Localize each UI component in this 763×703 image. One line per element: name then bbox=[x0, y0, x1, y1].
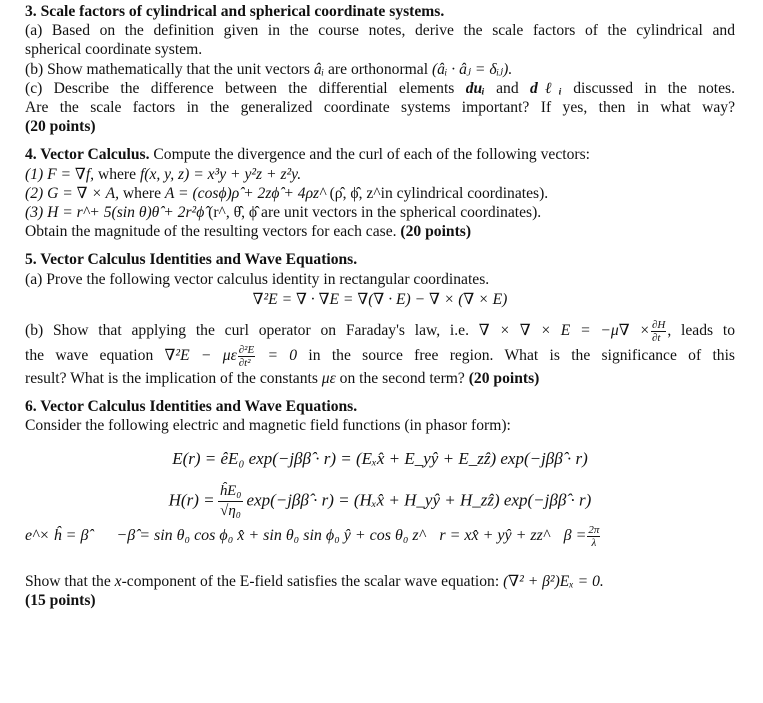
q3-b-orthonormal-relation: (âᵢ · âⱼ = δᵢⱼ). bbox=[431, 60, 513, 78]
q5-l2-fraction-den: ∂t² bbox=[238, 357, 251, 370]
q6-show-equation: (∇² + β²)Eₓ = 0. bbox=[503, 572, 604, 590]
q5-b-fraction-den: ∂t bbox=[651, 332, 661, 345]
question-4 bbox=[25, 145, 735, 241]
q4-item3-note: (r^, θ̂, ϕ̂ are unit vectors in the spherical coordinates). bbox=[204, 204, 542, 222]
q5-l3-text: result? What is the implication of the constants bbox=[25, 370, 322, 388]
q3-b-unit-vector: âᵢ bbox=[313, 60, 325, 78]
q6-show bbox=[25, 572, 735, 591]
q4-title: 4. Vector Calculus. bbox=[25, 146, 150, 164]
q5-b-fraction bbox=[651, 319, 666, 344]
q3-part-c-line1 bbox=[25, 79, 735, 98]
q4-item2-where: where bbox=[119, 184, 165, 202]
q3-part-b bbox=[25, 60, 735, 79]
q6-points: (15 points) bbox=[25, 592, 96, 610]
q4-item2-math: (2) G = ∇ × A, bbox=[25, 184, 120, 202]
q3-title: 3. Scale factors of cylindrical and spherical coordinate systems. bbox=[25, 3, 445, 20]
q6-intro: Consider the following electric and magnetic field functions (in phasor form): bbox=[25, 417, 511, 435]
q4-item1-eq: f(x, y, z) = x³y + y²z + z²y. bbox=[139, 165, 302, 183]
q3-c-text-pre: (c) Describe the difference between the differential elements bbox=[25, 79, 466, 97]
q6-rel-position: r = xx̂ + yŷ + zz^ bbox=[439, 527, 550, 545]
q3-c-du: duᵢ bbox=[465, 79, 485, 97]
q4-item1-where: where bbox=[94, 165, 140, 183]
q3-part-c-line2: Are the scale factors in the generalized coordinate systems important? If yes, then in what way? bbox=[25, 99, 735, 117]
q6-h-lhs: H(r) = bbox=[168, 490, 215, 510]
q4-intro: Compute the divergence and the curl of each of the following vectors: bbox=[149, 146, 590, 164]
q5-l2-zero: = 0 bbox=[256, 347, 298, 365]
q5-part-b-line1 bbox=[25, 319, 735, 344]
q6-rel-beta-hat: −β̂ = sin θ₀ cos ϕ₀ x̂ + sin θ₀ sin ϕ₀ ŷ + cos θ₀ z^ bbox=[116, 527, 426, 545]
q4-obtain-text: Obtain the magnitude of the resulting vectors for each case. bbox=[25, 223, 401, 241]
q6-h-field-equation bbox=[25, 482, 735, 521]
q5-part-a: (a) Prove the following vector calculus identity in rectangular coordinates. bbox=[25, 270, 490, 288]
q4-header bbox=[25, 145, 735, 164]
q5-b-text-pre: (b) Show that applying the curl operator on Faraday's law, i.e. bbox=[25, 322, 479, 340]
q6-h-fraction-den: √η₀ bbox=[220, 502, 241, 519]
q6-h-fraction bbox=[218, 482, 244, 521]
q5-l2-pre: the wave equation bbox=[25, 347, 165, 365]
q4-item2-note: (ρ̂, ϕ̂, z^in cylindrical coordinates). bbox=[325, 184, 549, 202]
q5-l2-wave: ∇²E − με bbox=[164, 347, 237, 365]
q3-part-a-line2: spherical coordinate system. bbox=[25, 41, 203, 59]
q5-part-b-line3 bbox=[25, 369, 735, 388]
q6-rel-beta-den: λ bbox=[591, 536, 597, 549]
question-3 bbox=[25, 2, 735, 136]
q5-l2-fraction bbox=[238, 344, 255, 369]
q3-part-a-line1: (a) Based on the definition given in the course notes, derive the scale factors of the cylindrical and bbox=[25, 22, 735, 40]
q6-title: 6. Vector Calculus Identities and Wave Equations. bbox=[25, 398, 358, 416]
q5-identity-equation: ∇²E = ∇ · ∇E = ∇(∇ · E) − ∇ × (∇ × E) bbox=[252, 290, 508, 308]
q4-item-3 bbox=[25, 203, 735, 222]
q5-b-text-post: , leads to bbox=[667, 322, 736, 340]
q4-item-1 bbox=[25, 165, 735, 184]
q3-c-dl: dℓᵢ bbox=[529, 79, 562, 97]
q6-show-pre: Show that the bbox=[25, 572, 115, 590]
q5-points: (20 points) bbox=[468, 370, 540, 388]
question-6 bbox=[25, 397, 735, 610]
q6-relations-row bbox=[25, 524, 735, 549]
q3-c-text-post: discussed in the notes. bbox=[561, 79, 735, 97]
q5-l2-fraction-num: ∂²E bbox=[238, 344, 255, 357]
q6-rel-cross: e^× ĥ = β̂ bbox=[25, 527, 89, 545]
q3-b-text-pre: (b) Show mathematically that the unit vectors bbox=[25, 60, 314, 78]
q5-b-fraction-num: ∂H bbox=[651, 319, 666, 332]
q4-item-2 bbox=[25, 184, 735, 203]
q5-title: 5. Vector Calculus Identities and Wave Equations. bbox=[25, 251, 358, 269]
q6-rel-beta-num: 2π bbox=[588, 523, 600, 536]
q4-item1-math: (1) F = ∇f, bbox=[25, 165, 95, 183]
q4-obtain bbox=[25, 222, 735, 241]
q5-l3-post: on the second term? bbox=[335, 370, 469, 388]
q5-part-b-line2 bbox=[25, 344, 735, 369]
q6-rel-beta-fraction bbox=[587, 524, 600, 549]
q6-h-fraction-num: ĥE₀ bbox=[218, 482, 244, 502]
q3-points: (20 points) bbox=[25, 118, 96, 136]
q3-b-text-mid: are orthonormal bbox=[324, 60, 432, 78]
q6-rel-beta-lhs: β = bbox=[563, 527, 587, 545]
q3-c-and: and bbox=[484, 79, 530, 97]
q4-item2-eq: A = (cosϕ)ρ̂ + 2zϕ̂ + 4ρz^ bbox=[164, 184, 326, 202]
question-5 bbox=[25, 250, 735, 388]
q6-h-rhs: exp(−jββ̂ · r) = (Hₓx̂ + H_yŷ + H_zẑ) exp(−jββ̂ · r) bbox=[246, 490, 592, 510]
q6-show-x: x bbox=[114, 572, 122, 590]
q5-l3-constants: με bbox=[321, 370, 336, 388]
q6-e-field-equation: E(r) = êE₀ exp(−jββ̂ · r) = (Eₓx̂ + E_yŷ + E_zẑ) exp(−jββ̂ · r) bbox=[172, 448, 588, 468]
q6-show-mid: -component of the E-field satisfies the scalar wave equation: bbox=[121, 572, 504, 590]
q5-b-faraday: ∇ × ∇ × E = −μ∇ × bbox=[478, 322, 650, 340]
q4-item3-math: (3) H = r^+ 5(sin θ)θ̂ + 2r²ϕ̂ bbox=[25, 204, 205, 222]
q5-l2-post: in the source free region. What is the significance of this bbox=[297, 347, 735, 365]
q4-points: (20 points) bbox=[400, 223, 472, 241]
